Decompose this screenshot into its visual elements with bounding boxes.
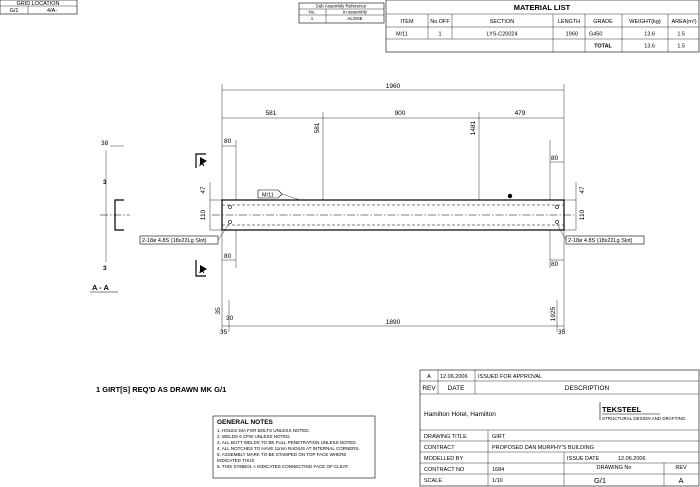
girt-caption: 1 GIRT[S] REQ'D AS DRAWN MK G/1 bbox=[96, 385, 227, 394]
general-note-2: 2. WELDS 6 CFW UNLESS NOTED. bbox=[217, 434, 291, 439]
general-note-3: 3. ALL BUTT WELDS TO BE FULL PENETRATION UNLESS NOTED. bbox=[217, 440, 357, 445]
dim-right-1925: 1925 bbox=[550, 306, 557, 322]
bolt-hole bbox=[555, 220, 558, 223]
dim-left-30: 30 bbox=[226, 315, 234, 322]
scale-label: SCALE bbox=[424, 478, 443, 484]
material-cell-grade: G450 bbox=[589, 31, 603, 38]
dim-end-left-bot: 80 bbox=[224, 253, 232, 260]
section-label-top: 3 bbox=[103, 179, 107, 186]
assembly-mark-dot bbox=[508, 194, 512, 198]
issue-date: 12.06.2006 bbox=[618, 456, 646, 462]
dim-seg3: 479 bbox=[514, 110, 526, 117]
sub-assembly-no-header: No. bbox=[308, 9, 316, 15]
material-header-item: ITEM bbox=[400, 19, 414, 25]
material-header-weight: WEIGHT(kg) bbox=[629, 19, 661, 25]
project-name: Hamilton Hotel, Hamilton bbox=[424, 411, 496, 418]
dim-height-110: 110 bbox=[200, 209, 207, 221]
dim-left-35b: 35 bbox=[220, 329, 228, 336]
section-label-bottom: 3 bbox=[103, 265, 107, 272]
bolt-hole bbox=[555, 205, 558, 208]
section-cut-bottom bbox=[196, 260, 207, 276]
material-total-weight: 13.6 bbox=[644, 43, 655, 50]
material-cell-length: 1960 bbox=[565, 31, 578, 38]
sub-assembly-table bbox=[299, 3, 384, 23]
material-header-no-off: No.OFF bbox=[430, 19, 450, 25]
drawing-no-label: DRAWING No bbox=[596, 465, 632, 471]
rev-description: ISSUED FOR APPROVAL bbox=[478, 374, 543, 380]
general-note-1: 1. HOLES DIA FOR BOLTS UNLESS NOTED. bbox=[217, 428, 310, 433]
title-block bbox=[420, 370, 699, 486]
dim-height-47-right: 47 bbox=[579, 186, 586, 194]
drawing-no: G/1 bbox=[593, 476, 607, 485]
dim-vert-right: 1481 bbox=[470, 120, 477, 136]
material-cell-item: M/11 bbox=[396, 31, 408, 38]
material-header-section: SECTION bbox=[489, 19, 515, 25]
material-list-title: MATERIAL LIST bbox=[513, 3, 571, 12]
dim-seg2: 900 bbox=[394, 110, 406, 117]
material-cell-section: LYS-C20024 bbox=[486, 31, 518, 38]
bolt-hole bbox=[228, 220, 231, 223]
material-total-area: 1.5 bbox=[677, 43, 685, 50]
material-header-grade: GRADE bbox=[593, 19, 613, 25]
general-note-6: INDICATED THUS bbox=[217, 458, 255, 463]
rev-label: REV bbox=[675, 465, 687, 471]
dim-bottom-span: 1890 bbox=[385, 319, 401, 326]
material-total-label: TOTAL bbox=[594, 43, 612, 50]
company-subtitle: STRUCTURAL DESIGN AND DRAFTING bbox=[602, 416, 686, 421]
material-header-length: LENGTH bbox=[557, 19, 581, 25]
drawing-title-label: DRAWING TITLE bbox=[424, 434, 467, 440]
sub-assembly-title: Sub Assembly Reference bbox=[315, 3, 367, 9]
section-a-a bbox=[90, 140, 130, 292]
issue-date-label: ISSUE DATE bbox=[567, 456, 600, 462]
dim-seg1: 581 bbox=[265, 110, 277, 117]
dim-left-35: 35 bbox=[215, 307, 222, 315]
company-name: TEKSTEEL bbox=[602, 405, 642, 414]
dim-end-right-top: 80 bbox=[551, 155, 559, 162]
dim-height-110-right: 110 bbox=[579, 209, 586, 221]
general-notes bbox=[213, 416, 375, 478]
material-cell-area: 1.5 bbox=[677, 31, 685, 38]
bolt-hole bbox=[228, 205, 231, 208]
general-note-5: 5. ASSEMBLY MARK TO BE STAMPED ON TOP FACE WHERE bbox=[217, 452, 347, 457]
material-cell-weight: 13.6 bbox=[644, 31, 655, 38]
material-header-area: AREA(m²) bbox=[671, 19, 697, 25]
dim-overall: 1960 bbox=[385, 83, 401, 90]
rev-letter: A bbox=[427, 374, 431, 380]
drawing-title: GIRT bbox=[492, 434, 506, 440]
dim-right-35: 35 bbox=[558, 329, 566, 336]
date-header: DATE bbox=[447, 385, 465, 392]
section-cut-letter-top: A bbox=[199, 159, 205, 168]
dim-end-right-bot: 80 bbox=[551, 261, 559, 268]
section-title: A - A bbox=[92, 283, 109, 292]
section-cut-top bbox=[196, 154, 207, 168]
slot-label-right: 2-18ø 4.8S (18x22Lg Slot) bbox=[568, 238, 633, 244]
general-note-4: 4. ALL NOTCHES TO HAVE 11mm RADIUS AT INTERNAL CORNERS. bbox=[217, 446, 360, 451]
general-notes-title: GENERAL NOTES bbox=[217, 419, 273, 426]
grid-location-title: GRID LOCATION bbox=[16, 0, 60, 7]
girt-elevation bbox=[140, 83, 644, 336]
description-header: DESCRIPTION bbox=[564, 385, 610, 392]
member-mark-text: M/11 bbox=[262, 192, 274, 199]
sub-assembly-row-in: ALONE bbox=[347, 16, 363, 21]
rev-date: 12.06.2006 bbox=[440, 374, 468, 380]
scale-value: 1/10 bbox=[492, 478, 503, 484]
general-note-7: 6. THIS SYMBOL < INDICATES CONNECTING FACE OF CLEAT. bbox=[217, 464, 349, 469]
rev-value: A bbox=[678, 476, 684, 485]
contract-no: 1684 bbox=[492, 467, 505, 473]
dim-end-left-top: 80 bbox=[224, 138, 232, 145]
contract-no-label: CONTRACT NO bbox=[424, 467, 465, 473]
contract-label: CONTRACT bbox=[424, 445, 455, 451]
material-cell-no-off: 1 bbox=[438, 31, 442, 38]
section-cut-letter-bottom: A bbox=[199, 266, 205, 275]
dim-vert-left: 581 bbox=[314, 122, 321, 134]
dim-section-38: 38 bbox=[101, 140, 109, 147]
rev-header: REV bbox=[422, 385, 436, 392]
grid-location-table bbox=[0, 0, 77, 14]
material-list-table bbox=[386, 0, 699, 52]
slot-label-left: 2-18ø 4.8S (18x22Lg Slot) bbox=[142, 238, 207, 244]
grid-location-col1: G/1 bbox=[9, 8, 19, 14]
grid-location-col2: 4/A- bbox=[46, 8, 58, 14]
sub-assembly-row-no: 1 bbox=[310, 16, 314, 21]
contract-name: PROPOSED DAN MURPHY'S BUILDING bbox=[492, 445, 594, 451]
modelled-by-label: MODELLED BY bbox=[424, 456, 464, 462]
company-logo bbox=[600, 402, 686, 421]
dim-height-47: 47 bbox=[200, 186, 207, 194]
sub-assembly-in-header: In assembly bbox=[342, 9, 368, 15]
